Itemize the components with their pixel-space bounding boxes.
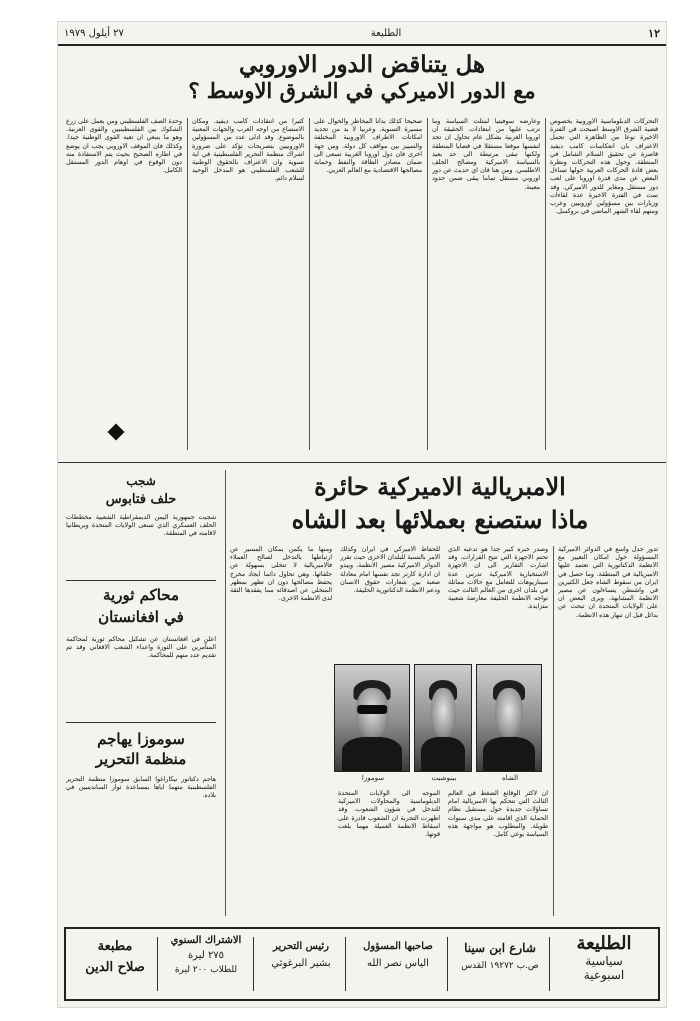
newspaper-page bbox=[58, 22, 666, 1007]
middle-article-column-1: تدور جدل واسع في الدوائر الاميركية المسؤولة حول امكان التغيير مع الانظمة الدكتاتورية التي تعتمد عليها الامبريالية في المنطقة. وما حصل في ايران من سقوط الشاه جعل الكثيرين في واشنطن يتساءلون عن مصير الانظمة المشابهة. ويرى البعض ان على الولايات المتحدة ان تبحث عن بدائل قبل ان تنهار هذه الانظمة. bbox=[558, 546, 658, 619]
footer-subscription bbox=[162, 935, 250, 975]
footer-editor bbox=[260, 941, 342, 969]
column-rule bbox=[427, 118, 428, 450]
top-article-column-3: صحيحا كذلك بدأنا المخاطر والحوال على مسيرة التسوية. وعربيا لا بد من تحديد امكانات الاطراف الاوروبية المختلفة والتمييز بين مواقف كل دولة. ومن جهة اخرى فان دول اوروبا الغربية تسعى الى ضمان مصادر الطاقة والنفط وحماية مصالحها الاقتصادية مع العالم العربي. bbox=[314, 118, 422, 175]
address-pobox: ص.ب ١٩٢٧٢ القدس bbox=[461, 961, 539, 971]
brand-frequency: اسبوعية bbox=[583, 968, 625, 982]
sidebar-divider bbox=[66, 580, 216, 581]
page-header bbox=[58, 22, 666, 46]
middle-lower-column-1: ان لاكثر الوقائع الضغط في العالم الثالث التي تتحكم بها الامبريالية امام تساؤلات جديدة حول مستقبل نظام الحماية الذي اقامته على مدى سنوات طويلة. والمطلوب هو مواجهة هذه السياسة بوعي كامل. bbox=[448, 790, 548, 839]
paper-name: الطليعة bbox=[370, 27, 402, 39]
photo-shah bbox=[476, 664, 542, 772]
footer-brand bbox=[556, 933, 652, 982]
owner-label: صاحبها المسؤول bbox=[363, 941, 433, 952]
footer-divider bbox=[447, 937, 448, 991]
sidebar-item2-subtitle: في افغانستان bbox=[98, 608, 184, 626]
sidebar-divider bbox=[66, 722, 216, 723]
printer-label: مطبعة bbox=[97, 939, 133, 954]
footer-divider bbox=[549, 937, 550, 991]
editor-label: رئيس التحرير bbox=[273, 941, 329, 952]
top-headline bbox=[66, 52, 658, 110]
footer-divider bbox=[345, 937, 346, 991]
end-mark-diamond bbox=[108, 424, 125, 441]
sidebar-item1-subtitle: حلف فتابوس bbox=[105, 492, 177, 507]
student-price: للطلاب ٢٠٠ ليرة bbox=[174, 965, 238, 975]
footer-address bbox=[454, 941, 546, 971]
sidebar-item2-title: محاكم ثورية bbox=[102, 586, 180, 604]
top-headline-line1: هل يتناقض الدور الاوروبي bbox=[238, 51, 486, 78]
middle-article-column-2: وصدر خبره كبير جدا هو تدعيه الذي تحتم الاجهزة التي تتيح القرارات. وقد اشارت التقارير الى ان الاجهزة الاستخبارية الاميركية تدرس عدة سيناريوهات للتعامل مع حالات مماثلة في بلدان اخرى من العالم الثالث حيث تواجه الانظمة الحليفة معارضة شعبية متزايدة. bbox=[448, 546, 548, 611]
top-article-column-1: التحركات الدبلوماسية الاوروبية بخصوص قضية الشرق الاوسط اصبحت في الفترة الاخيرة نوعا من الظاهرة التي تحمل الاعتراف بان انعكاسات كامب ديفيد قاصرة عن تحقيق السلام الشامل في المنطقة. وحول هذه التحركات ونظرة بعض قادة الحركات العربية حولها تساءل البعض عن مدى قدرة اوروبا على لعب دور مستقل ومغاير للدور الاميركي. وقد تمت في الفترة الاخيرة عدة لقاءات وزيارات بين مسؤولين اوروبيين وعرب ومنهم لقاء الشهر الماضي في بروكسل. bbox=[550, 118, 658, 216]
middle-article-column-4: ومنها ما يكمن بمكان المسير عن ارتباطها بالتدخل لصالح العملاء فالامبريالية لا تتخلى بسهولة عن حلفائها. وهي تحاول دائما ايجاد مخرج يحفظ مصالحها دون ان تظهر بمظهر المتخلي عن اصدقائه مما يفقدها الثقة لدى الانظمة الاخرى. bbox=[230, 546, 332, 603]
top-headline-line2: مع الدور الاميركي في الشرق الاوسط ؟ bbox=[188, 78, 536, 103]
footer-owner bbox=[352, 941, 444, 969]
photo-somoza bbox=[334, 664, 410, 772]
column-rule bbox=[309, 118, 310, 450]
middle-headline bbox=[222, 470, 658, 540]
footer-printer bbox=[70, 939, 160, 975]
caption-shah: الشاه bbox=[501, 774, 519, 782]
sidebar-item2-text: اعلن في افغانستان عن تشكيل محاكم ثورية لمحاكمة المتآمرين على الثورة واعداء الشعب الافغاني وقد تم تقديم عدد منهم للمحاكمة. bbox=[66, 636, 216, 660]
top-article-column-2: وعارضه سوفيتيا لمثلث السياسة وما ترتب عليها من ابتعادات. الحقيقة ان اوروبا الغربية بشكل عام تحاول ان تجد لنفسها موقعا مستقلا في قضايا المنطقة ولكنها تبقى مرتبطة الى حد بعيد بالسياسة الاميركية ومصالح الحلف الاطلسي. ومن هنا فان اي حديث عن دور اوروبي مستقل تماما يبقى ضمن حدود معينة. bbox=[432, 118, 540, 191]
sidebar-item3-subtitle: منظمة التحرير bbox=[95, 750, 187, 768]
footer-divider bbox=[253, 937, 254, 991]
subscription-price: ٢٧٥ ليرة bbox=[187, 950, 225, 961]
page-number: ١٢ bbox=[648, 26, 660, 40]
column-rule bbox=[225, 470, 226, 916]
sidebar-item3-text: هاجم دكتاتور نيكاراغوا السابق سوموزا منظمة التحرير الفلسطينية متهما اياها بمساعدة ثوار الساندينيين في بلاده. bbox=[66, 776, 216, 800]
middle-lower-column-2: الموجه الى الولايات المتحدة الدبلوماسية والمحاولات الاميركية للتدخل في شؤون الشعوب. وقد اظهرت التجربة ان الشعوب قادرة على اسقاط الانظمة العميلة مهما بلغت قوتها. bbox=[338, 790, 440, 839]
caption-somoza: سوموزا bbox=[361, 774, 385, 782]
owner-name: الياس نصر الله bbox=[367, 958, 429, 969]
column-rule bbox=[545, 118, 546, 450]
address-street: شارع ابن سينا bbox=[464, 941, 536, 955]
sidebar-item3-title: سوموزا يهاجم bbox=[97, 730, 185, 748]
brand-type: سياسية bbox=[585, 954, 623, 968]
middle-headline-line1: الامبريالية الاميركية حائرة bbox=[314, 472, 566, 501]
caption-pinochet: بينوشيت bbox=[431, 774, 457, 782]
column-rule bbox=[187, 118, 188, 450]
column-rule bbox=[553, 546, 554, 916]
top-article-column-5: وحدة الصف الفلسطيني ومن يعمل على زرع الشكوك بين الفلسطينيين والقوى العربية. وهو ما ينبغي ان تعيه القوى الوطنية جيدا. وكذلك فان الموقف الاوروبي يجب ان يوضع في اطاره الصحيح بحيث يتم الاستفادة منه دون الوقوع في اوهام الدور المستقل الكامل. bbox=[66, 118, 182, 175]
editor-name: بشير البرغوثي bbox=[271, 958, 331, 969]
middle-article-column-3: للحفاظ الاميركي في ايران وكذلك الامر بالنسبة للبلدان الاخرى حيث تقرر الدوائر الاميركية مصير الانظمة. ويبدو ان ادارة كارتر تجد نفسها امام معادلة صعبة بين شعارات حقوق الانسان ودعم الانظمة الدكتاتورية الحليفة. bbox=[340, 546, 440, 595]
top-article-column-4: كثيرا من انتقادات كامب ديفيد. ومكان الاستماع من اوجه العرب والجهات المعنية بالموضوع. وقد ادلى عدد من المسؤولين الاوروبيين بتصريحات تؤكد على ضرورة اشراك منظمة التحرير الفلسطينية في اية تسوية وان الاعتراف بالحقوق الوطنية للشعب الفلسطيني هو المدخل الوحيد لسلام دائم. bbox=[192, 118, 304, 183]
sidebar-item1-text: شجبت جمهورية اليمن الديمقراطية الشعبية مخططات الحلف العسكري الذي تسعى الولايات المتحدة وبريطانيا لاقامته في المنطقة. bbox=[66, 514, 216, 538]
footer-masthead bbox=[64, 927, 660, 1001]
printer-name: صلاح الدين bbox=[85, 960, 145, 975]
subscription-label: الاشتراك السنوي bbox=[170, 935, 242, 946]
issue-date: ٢٧ أيلول ١٩٧٩ bbox=[64, 27, 124, 39]
section-divider bbox=[58, 462, 666, 463]
sidebar-item1-title: شجب bbox=[126, 474, 156, 488]
middle-headline-line2: ماذا ستصنع بعملائها بعد الشاه bbox=[291, 505, 589, 534]
photo-pinochet bbox=[414, 664, 472, 772]
brand-name: الطليعة bbox=[576, 933, 632, 954]
